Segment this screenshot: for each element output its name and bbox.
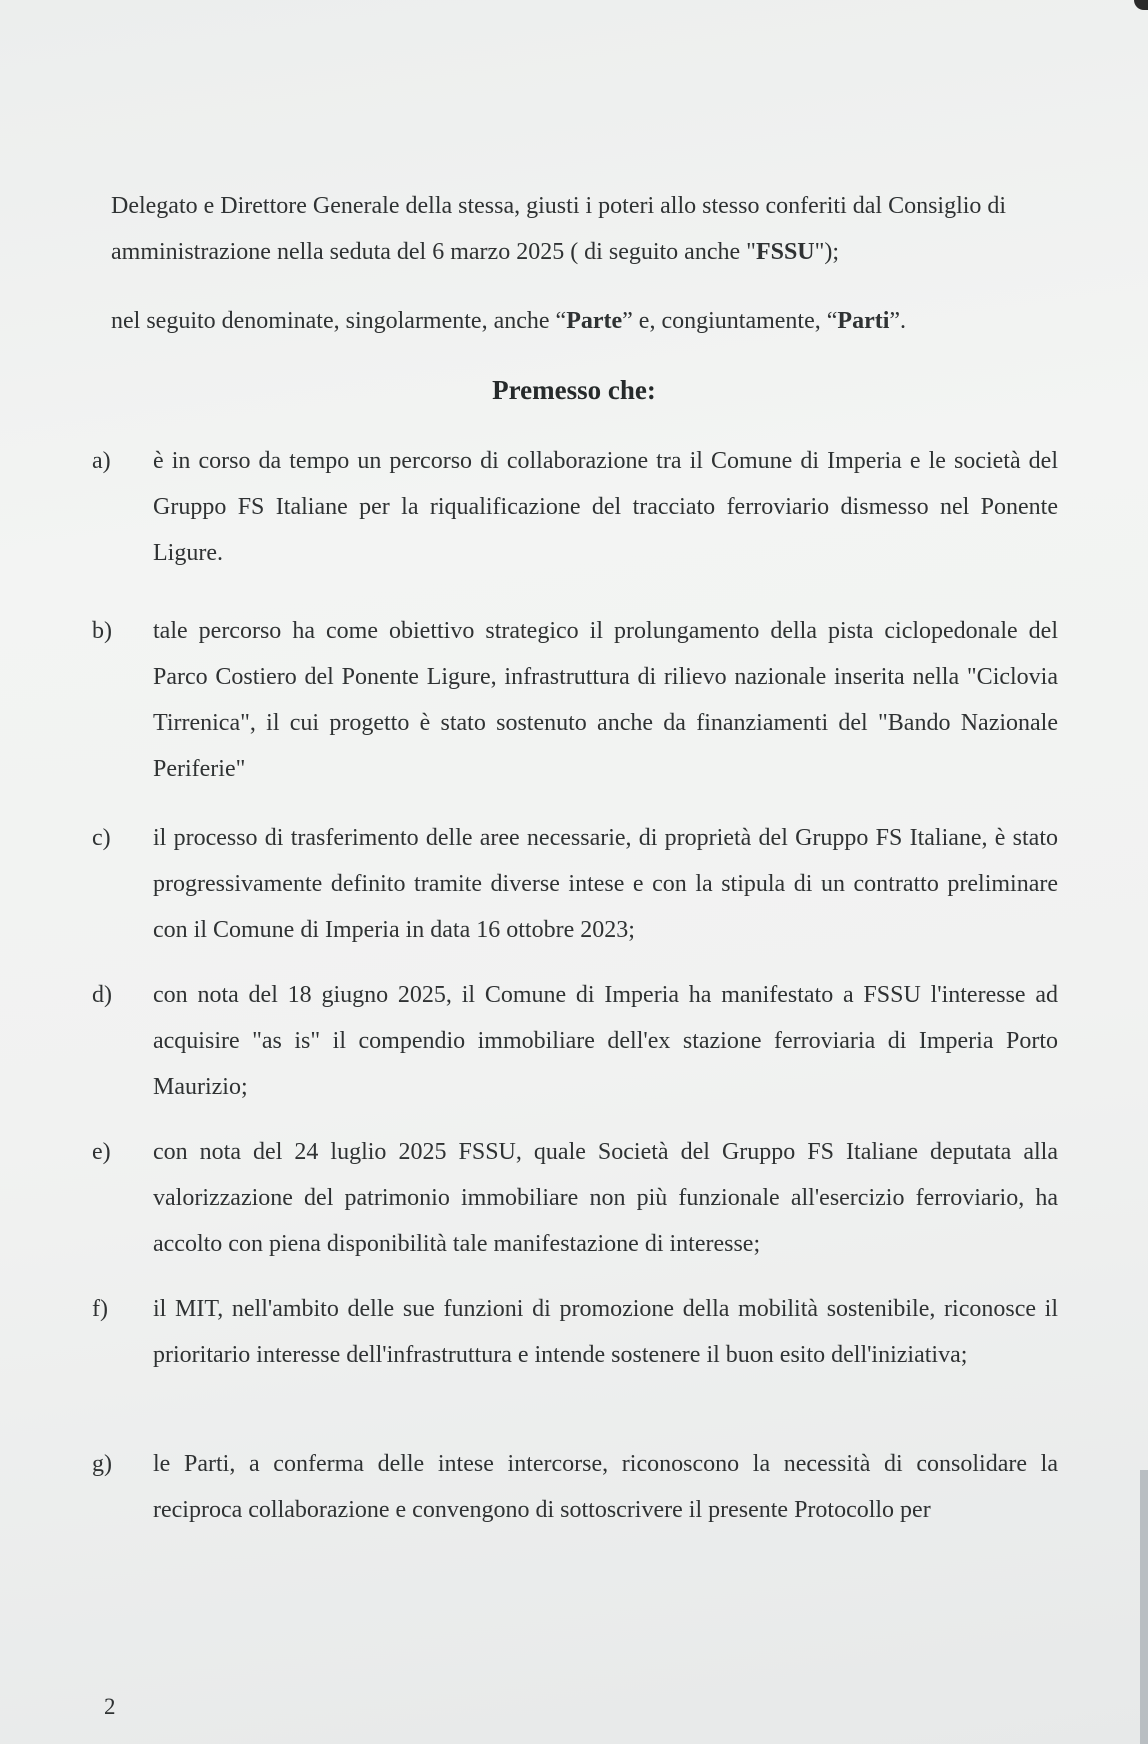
defined-term-fssu: FSSU [755,239,815,265]
list-item-text: con nota del 24 luglio 2025 FSSU, quale Società del Gruppo FS Italiane deputata alla valorizzazione del patrimonio immobiliare non più funzionale all'esercizio ferroviario, ha accolto con piena disponibilità tale manifestazione di interesse; [153,1139,1058,1257]
intro-paragraph-signatory [111,183,1071,275]
list-item-letter: e) [92,1139,111,1165]
page-number: 2 [104,1694,116,1719]
list-item-text: il processo di trasferimento delle aree necessarie, di proprietà del Gruppo FS Italiane, è stato progressivamente definito tramite diverse intese e con la stipula di un contratto preliminare con il Comune di Imperia in data 16 ottobre 2023; [153,825,1058,943]
intro-paragraph-parties-middle: ” e, congiuntamente, “ [622,308,838,334]
intro-paragraph-parties [111,298,1071,344]
list-item-letter: a) [92,448,111,474]
list-item-letter: b) [92,618,112,644]
list-item-text: con nota del 18 giugno 2025, il Comune di Imperia ha manifestato a FSSU l'interesse ad acquisire "as is" il compendio immobiliare dell'ex stazione ferroviaria di Imperia Porto Maurizio; [153,982,1058,1100]
page-edge-shadow [1140,1470,1148,1744]
list-item-text: il MIT, nell'ambito delle sue funzioni di promozione della mobilità sostenibile, riconosce il prioritario interesse dell'infrastruttura e intende sostenere il buon esito dell'iniziativa; [153,1296,1058,1368]
page-corner-shadow [1134,0,1148,10]
list-item-text: tale percorso ha come obiettivo strategico il prolungamento della pista ciclopedonale del Parco Costiero del Ponente Ligure, infrastruttura di rilievo nazionale inserita nella "Ciclovia Tirrenica", il cui progetto è stato sostenuto anche da finanziamenti del "Bando Nazionale Periferie" [153,618,1058,782]
list-item-text: le Parti, a conferma delle intese intercorse, riconoscono la necessità di consolidare la reciproca collaborazione e convengono di sottoscrivere il presente Protocollo per [153,1451,1058,1523]
defined-term-parte: Parte [566,308,623,334]
defined-term-parti: Parti [837,308,890,334]
list-item-letter: g) [92,1451,112,1477]
section-heading: Premesso che: [492,375,656,405]
intro-paragraph-signatory-end: "); [814,239,840,265]
list-item-text: è in corso da tempo un percorso di collaborazione tra il Comune di Imperia e le società del Gruppo FS Italiane per la riqualificazione del tracciato ferroviario dismesso nel Ponente Ligure. [153,448,1058,566]
list-item-letter: f) [92,1296,108,1322]
intro-paragraph-parties-text: nel seguito denominate, singolarmente, anche “ [111,308,567,334]
intro-paragraph-signatory-text: Delegato e Direttore Generale della stessa, giusti i poteri allo stesso conferiti dal Consiglio di amministrazione nella seduta del 6 marzo 2025 ( di seguito anche " [111,193,1007,265]
list-item-letter: c) [92,825,111,851]
intro-paragraph-parties-end: ”. [889,308,907,334]
list-item-letter: d) [92,982,112,1008]
